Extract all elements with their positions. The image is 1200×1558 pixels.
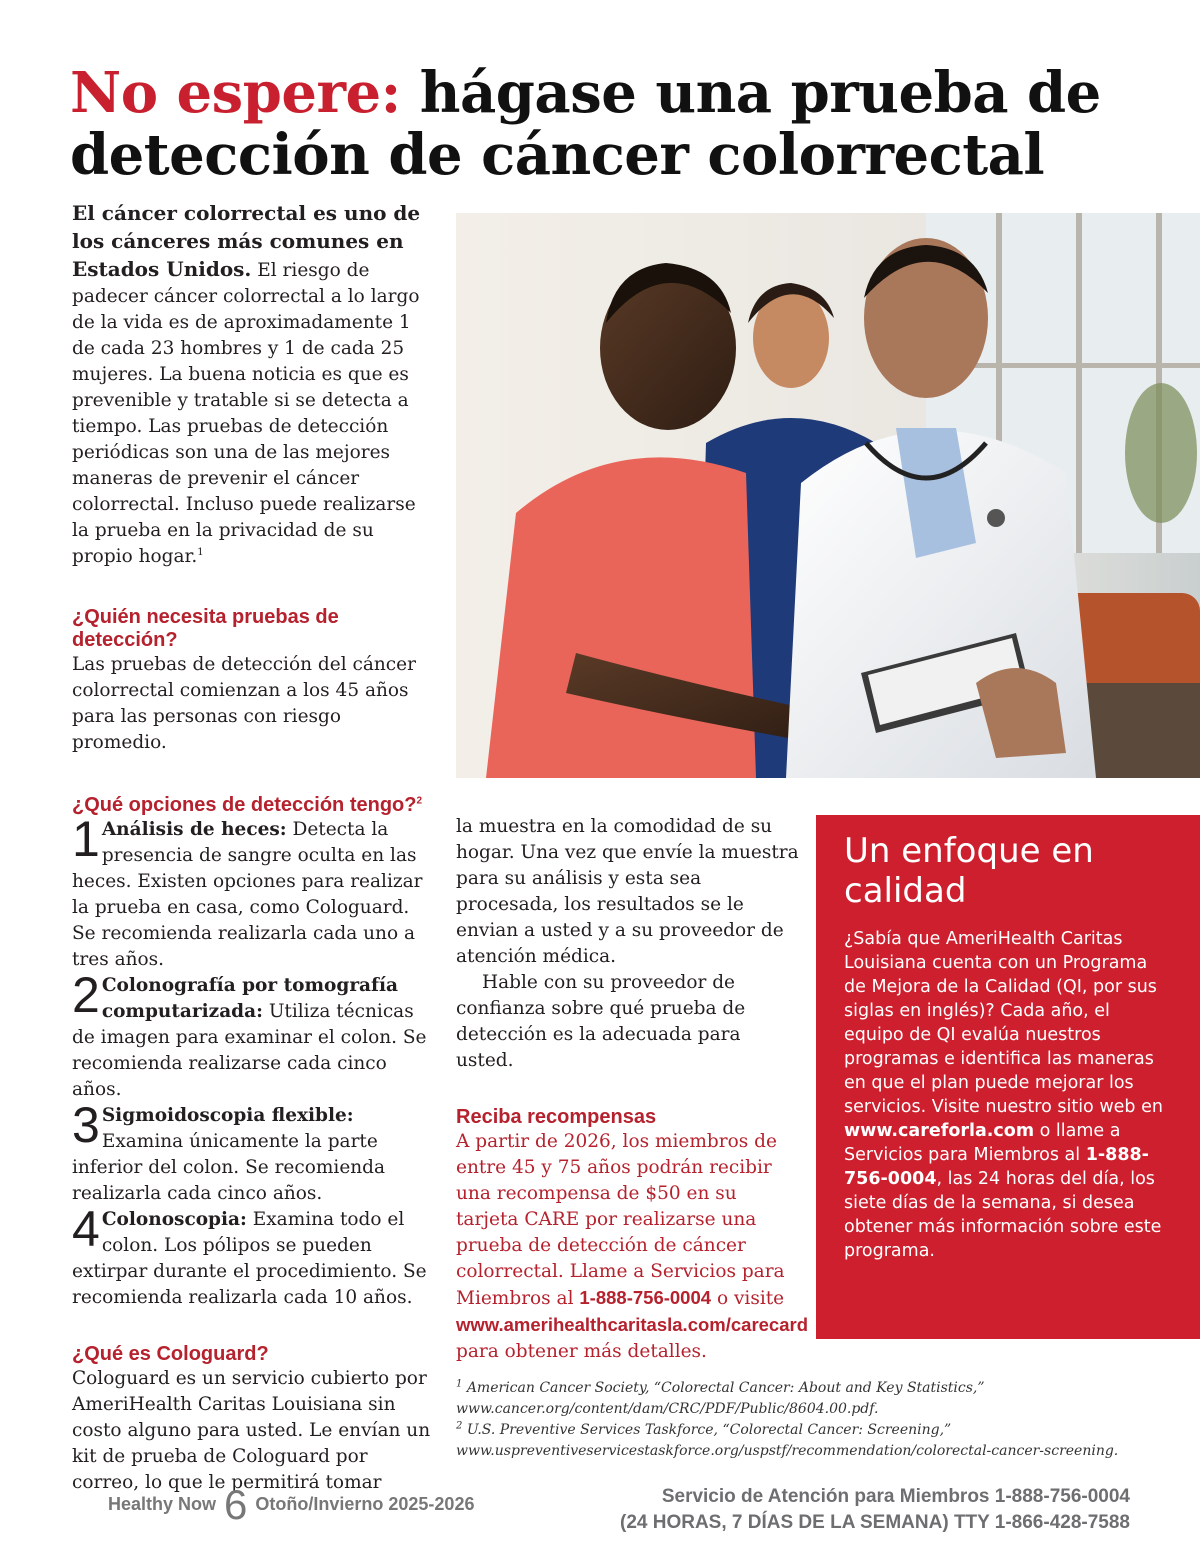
- options-heading: [72, 794, 432, 817]
- option-number: 1: [72, 811, 100, 867]
- rewards-heading: Reciba recompensas: [456, 1106, 657, 1128]
- intro-lead: El cáncer colorrectal es uno de los cánceres más comunes en Estados Unidos.: [72, 201, 421, 281]
- option-item-stool-test: [72, 811, 432, 973]
- middle-column: [456, 814, 809, 1365]
- cologuard-body: Cologuard es un servicio cubierto por AmeriHealth Caritas Louisiana sin costo alguno para usted. Le envían un kit de prueba de Cologuard por correo, lo que le permitirá tomar: [72, 1368, 431, 1493]
- doctor-nurse-patient-photo: [456, 213, 1200, 778]
- left-column: [72, 200, 432, 1496]
- option-text: Detecta la presencia de sangre oculta en las heces. Existen opciones para realizar la prueba en casa, como Cologuard. Se recomienda realizarla cada uno a tres años.: [72, 819, 423, 970]
- option-number: 4: [72, 1201, 100, 1257]
- quality-text: , las 24 horas del día, los siete días de la semana, si desea obtener más información sobre este programa.: [844, 1169, 1162, 1261]
- option-item-colonoscopy: [72, 1201, 432, 1311]
- option-name: Colonoscopia:: [101, 1209, 247, 1230]
- footnote-text: U.S. Preventive Services Taskforce, “Colorectal Cancer: Screening,” www.uspreventiveservicestaskforce.org/uspstf/recommendation/colorectal-cancer-screening.: [456, 1422, 1119, 1459]
- quality-heading: Un enfoque en calidad: [844, 831, 1094, 911]
- issue-season: Otoño/Invierno 2025-2026: [255, 1494, 475, 1514]
- title-rest: hágase una prueba de detección de cáncer colorrectal: [70, 60, 1101, 188]
- intro-body: El riesgo de padecer cáncer colorrectal a lo largo de la vida es de aproximadamente 1 de cada 23 hombres y 1 de cada 25 mujeres. La buena noticia es que es prevenible y tratable si se detecta a tiempo. Las pruebas de detección periódicas son una de las mejores maneras de prevenir el cáncer colorrectal. Incluso puede realizarse la prueba en la privacidad de su propio hogar.: [72, 260, 420, 567]
- quality-text: ¿Sabía que AmeriHealth Caritas Louisiana cuenta con un Programa de Mejora de la Calidad (QI, por sus siglas en inglés)? Cada año, el equipo de QI evalúa nuestros programas e identifica las maneras en que el plan puede mejorar los servicios. Visite nuestro sitio web en: [844, 929, 1163, 1117]
- page-number: 6: [224, 1481, 248, 1529]
- title-highlight: No espere:: [70, 60, 401, 126]
- option-number: 2: [72, 967, 100, 1023]
- talk-to-provider: Hable con su proveedor de confianza sobre qué prueba de detección es la adecuada para usted.: [456, 972, 746, 1071]
- footnote-ref-2: 2: [416, 795, 423, 807]
- option-name: Colonografía por tomografía computarizada:: [101, 975, 399, 1022]
- publication-name: Healthy Now: [108, 1494, 217, 1514]
- quality-body: [844, 927, 1172, 1263]
- footnote-text: American Cancer Society, “Colorectal Cancer: About and Key Statistics,” www.cancer.org/content/dam/CRC/PDF/Public/8604.00.pdf.: [456, 1380, 985, 1417]
- quality-url-link[interactable]: www.careforla.com: [844, 1121, 1035, 1141]
- option-name: Análisis de heces:: [101, 819, 287, 840]
- rewards-text: o visite: [711, 1288, 785, 1309]
- rewards-url-link[interactable]: www.amerihealthcaritasla.com/carecard: [456, 1314, 809, 1335]
- options-heading-text: ¿Qué opciones de detección tengo?: [72, 794, 417, 816]
- footnote-ref-1: 1: [197, 546, 204, 558]
- rewards-text: para obtener más detalles.: [456, 1341, 707, 1362]
- footer-contact: [560, 1484, 1130, 1536]
- rewards-phone-link[interactable]: 1-888-756-0004: [579, 1287, 712, 1308]
- footnotes: [456, 1378, 1156, 1462]
- hours-tty-line: (24 HORAS, 7 DÍAS DE LA SEMANA) TTY 1-866-428-7588: [620, 1512, 1130, 1533]
- option-name: Sigmoidoscopia flexible:: [101, 1105, 354, 1126]
- footnote-item: [456, 1378, 1156, 1420]
- quality-text: o llame a Servicios para Miembros al: [844, 1121, 1121, 1165]
- option-number: 3: [72, 1097, 100, 1153]
- member-services-line: Servicio de Atención para Miembros 1-888-756-0004: [661, 1486, 1130, 1507]
- who-body: Las pruebas de detección del cáncer colorrectal comienzan a los 45 años para las personas con riesgo promedio.: [72, 654, 416, 753]
- intro-paragraph: [72, 200, 432, 570]
- footnote-item: [456, 1420, 1156, 1462]
- quality-callout-box: [816, 815, 1200, 1339]
- option-text: Examina todo el colon. Los pólipos se pueden extirpar durante el procedimiento. Se recomienda realizarla cada 10 años.: [72, 1209, 427, 1308]
- option-text: Utiliza técnicas de imagen para examinar el colon. Se recomienda realizarse cada cinco años.: [72, 1001, 427, 1100]
- rewards-text: A partir de 2026, los miembros de entre 45 y 75 años podrán recibir una recompensa de $50 en su tarjeta CARE por realizarse una prueba de detección de cáncer colorrectal. Llame a Servicios para Miembros al: [456, 1131, 785, 1309]
- who-heading: ¿Quién necesita pruebas de detección?: [72, 606, 339, 651]
- option-text: Examina únicamente la parte inferior del colon. Se recomienda realizarla cada cinco años.: [72, 1131, 386, 1204]
- cologuard-continued: la muestra en la comodidad de su hogar. Una vez que envíe la muestra para su análisis y esta sea procesada, los resultados se le envian a usted y a su proveedor de atención médica.: [456, 816, 799, 967]
- footnote-number: 1: [456, 1378, 463, 1390]
- quality-phone-link[interactable]: 1-888-756-0004: [844, 1145, 1149, 1189]
- option-item-ct-colonography: [72, 967, 432, 1103]
- option-item-sigmoidoscopy: [72, 1097, 432, 1207]
- footer-folio: [108, 1481, 475, 1529]
- rewards-body: [456, 1129, 809, 1365]
- page-title: [70, 62, 1150, 186]
- cologuard-heading: ¿Qué es Cologuard?: [72, 1343, 269, 1365]
- footnote-number: 2: [456, 1420, 463, 1432]
